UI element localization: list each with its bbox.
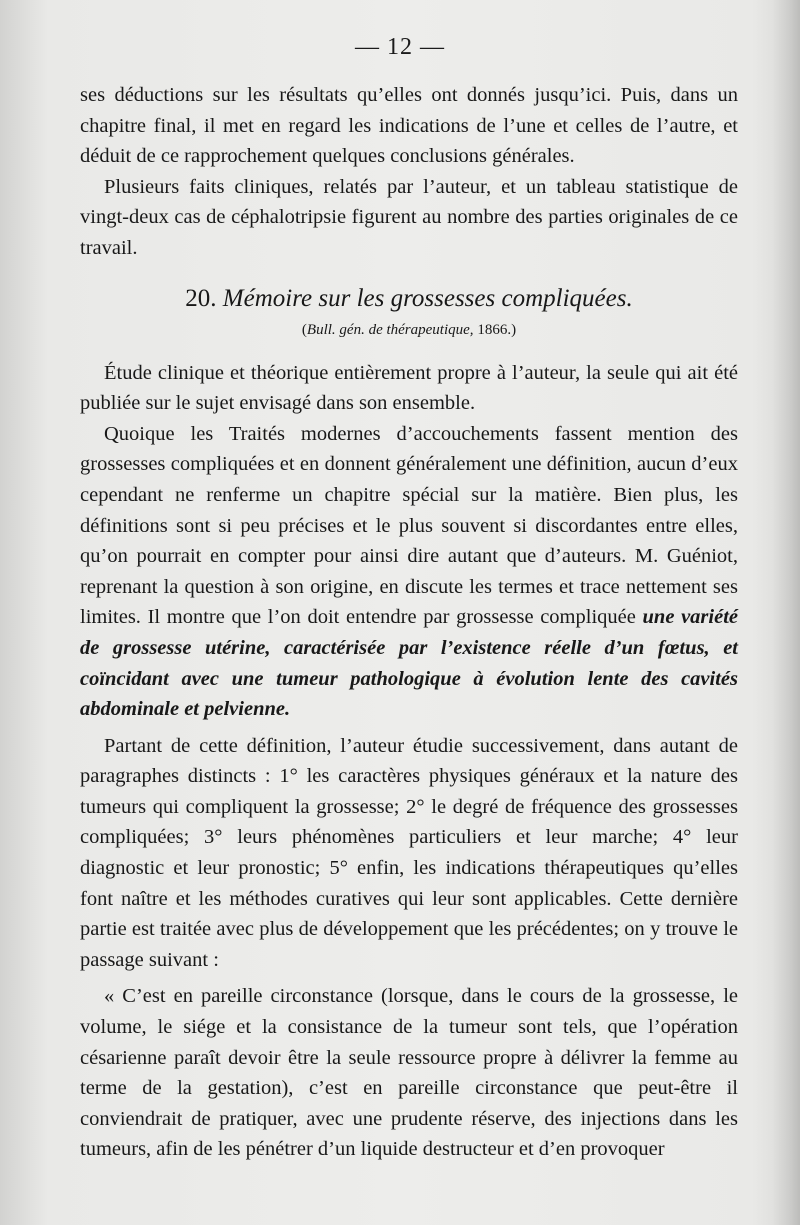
section-source	[80, 318, 738, 342]
page-number: — 12 —	[355, 34, 445, 60]
section-title: Mémoire sur les grossesses compliquées.	[222, 284, 633, 312]
page-edge-shadow	[772, 0, 800, 1225]
page-body	[80, 80, 738, 1165]
section-heading	[80, 284, 738, 314]
paragraph-continued: ses déductions sur les résultats qu’elles ont donnés jusqu’ici. Puis, dans un chapitre final, il met en regard les indications de l’une et celles de l’autre, et déduit de ce rapprochement quelques conclusions générales.	[80, 84, 738, 168]
paragraph-outline: Partant de cette définition, l’auteur étudie successivement, dans autant de paragraphes distincts : 1° les caractères physiques généraux et la nature des tumeurs qui compliquent la grossesse; 2° le degré de fréquence des grossesses compliquées; 3° leurs phénomènes particuliers et leur marche; 4° leur diagnostic et leur pronostic; 5° enfin, les indications thérapeutiques qu’elles font naître et les méthodes curatives qui leur sont applicables. Cette dernière partie est traitée avec plus de développement que les précédentes; on y trouve le passage suivant :	[80, 734, 738, 971]
paragraph-definition	[80, 419, 738, 725]
definition-italic: une variété de grossesse utérine, caractérisée par l’existence réelle d’un fœtus, et coïncidant avec une tumeur pathologique à évolution lente des cavités abdominale et pelvienne.	[80, 606, 738, 721]
source-open: (	[301, 321, 307, 338]
paragraph-quote: « C’est en pareille circonstance (lorsque, dans le cours de la grossesse, le volume, le siége et la consistance de la tumeur sont tels, que l’opération césarienne paraît devoir être la seule ressource propre à délivrer la femme au terme de la gestation), c’est en pareille circonstance que peut-être il conviendrait de pratiquer, avec une prudente réserve, des injections dans les tumeurs, afin de les pénétrer d’un liquide destructeur et d’en provoquer	[80, 985, 738, 1161]
definition-text: Quoique les Traités modernes d’accouchements fassent mention des grossesses compliquées et en donnent généralement une définition, aucun d’eux cependant ne renferme un chapitre spécial sur la matière. Bien plus, les définitions sont si peu précises et le plus souvent si discordantes entre elles, qu’on pourrait en compter pour ainsi dire autant que d’auteurs. M. Guéniot, reprenant la question à son origine, en discute les termes et trace nettement ses limites. Il montre que l’on doit entendre par grossesse compliquée	[80, 422, 738, 629]
paragraph-clinical-facts: Plusieurs faits cliniques, relatés par l’auteur, et un tableau statistique de vingt-deux cas de céphalotripsie figurent au nombre des parties originales de ce travail.	[80, 175, 738, 259]
source-journal: Bull. gén. de thérapeutique,	[306, 321, 474, 338]
paragraph-intro: Étude clinique et théorique entièrement propre à l’auteur, la seule qui ait été publiée sur le sujet envisagé dans son ensemble.	[80, 361, 738, 415]
section-number: 20.	[185, 284, 217, 312]
source-year: 1866.)	[473, 321, 517, 338]
